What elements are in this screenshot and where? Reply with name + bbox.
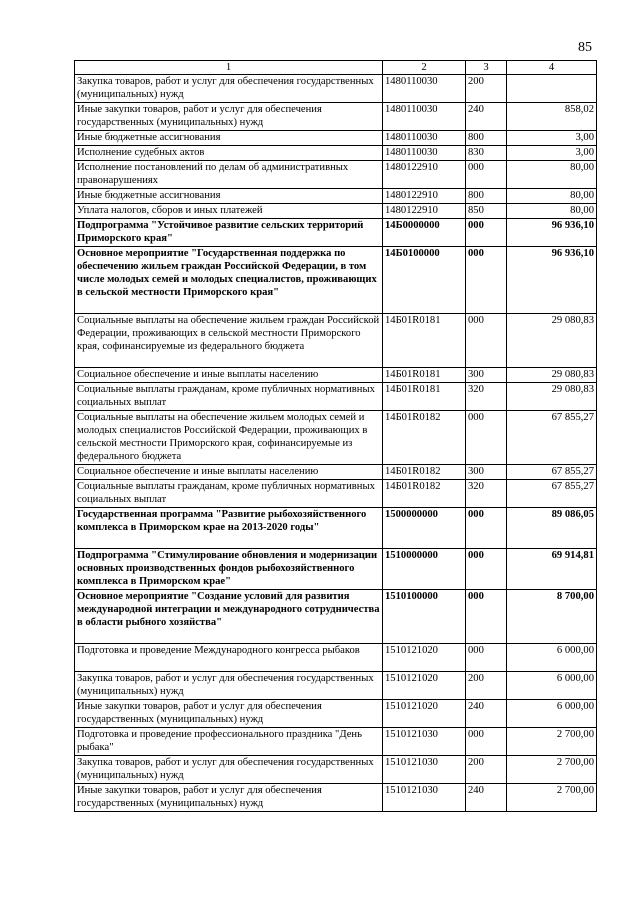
row-name: Исполнение судебных актов [75,146,383,161]
table-row [75,508,597,549]
row-name: Социальное обеспечение и иные выплаты населению [75,368,383,383]
table-row [75,480,597,508]
table-row [75,103,597,131]
table-row [75,189,597,204]
row-code: 14Б01R0181 [383,368,466,383]
row-kind: 000 [466,411,507,465]
row-code: 1510121030 [383,728,466,756]
row-name: Иные закупки товаров, работ и услуг для обеспечения государственных (муниципальных) нужд [75,103,383,131]
row-name: Подготовка и проведение Международного конгресса рыбаков [75,644,383,672]
row-kind: 200 [466,75,507,103]
row-code: 14Б0000000 [383,219,466,247]
row-kind: 320 [466,480,507,508]
row-amount [507,75,597,103]
row-amount: 8 700,00 [507,590,597,644]
row-code: 1480110030 [383,75,466,103]
row-code: 1510121020 [383,644,466,672]
row-code: 1480122910 [383,161,466,189]
row-name: Иные бюджетные ассигнования [75,189,383,204]
row-name: Закупка товаров, работ и услуг для обеспечения государственных (муниципальных) нужд [75,672,383,700]
row-code: 14Б01R0182 [383,411,466,465]
table-row [75,247,597,314]
row-name: Государственная программа "Развитие рыбохозяйственного комплекса в Приморском крае на 2013-2020 годы" [75,508,383,549]
row-amount: 6 000,00 [507,672,597,700]
row-kind: 800 [466,189,507,204]
row-name: Социальное обеспечение и иные выплаты населению [75,465,383,480]
column-header: 3 [466,61,507,75]
row-kind: 000 [466,644,507,672]
table-row [75,204,597,219]
table-row [75,590,597,644]
row-kind: 240 [466,784,507,812]
row-amount: 67 855,27 [507,480,597,508]
column-header: 1 [75,61,383,75]
row-amount: 67 855,27 [507,465,597,480]
row-kind: 320 [466,383,507,411]
row-amount: 2 700,00 [507,784,597,812]
budget-table [74,60,597,812]
row-amount: 6 000,00 [507,644,597,672]
row-amount: 80,00 [507,189,597,204]
row-kind: 000 [466,508,507,549]
row-kind: 300 [466,465,507,480]
row-amount: 6 000,00 [507,700,597,728]
column-header-row [75,61,597,75]
table-row [75,314,597,368]
row-kind: 000 [466,314,507,368]
row-code: 14Б01R0182 [383,465,466,480]
row-code: 1510121020 [383,672,466,700]
row-kind: 000 [466,219,507,247]
row-code: 1510121030 [383,784,466,812]
row-amount: 3,00 [507,146,597,161]
row-amount: 2 700,00 [507,728,597,756]
row-code: 1500000000 [383,508,466,549]
row-amount: 29 080,83 [507,368,597,383]
row-name: Социальные выплаты на обеспечение жильем граждан Российской Федерации, проживающих в сельской местности Приморского края, софинансируемые из федерального бюджета [75,314,383,368]
table-row [75,131,597,146]
row-kind: 000 [466,247,507,314]
table-row [75,146,597,161]
row-name: Основное мероприятие "Создание условий для развития международной интеграции и международного сотрудничества в области рыбного хозяйства" [75,590,383,644]
row-name: Закупка товаров, работ и услуг для обеспечения государственных (муниципальных) нужд [75,756,383,784]
table-row [75,383,597,411]
table-row [75,549,597,590]
row-name: Исполнение постановлений по делам об административных правонарушениях [75,161,383,189]
row-code: 1480110030 [383,146,466,161]
row-code: 1510121030 [383,756,466,784]
row-amount: 80,00 [507,161,597,189]
page-number: 85 [578,40,592,55]
table-row [75,368,597,383]
row-code: 1480110030 [383,103,466,131]
row-name: Основное мероприятие "Государственная поддержка по обеспечению жильем граждан Российской Федерации, в том числе молодых семей и молодых специалистов, проживающих в сельской местности Приморского края" [75,247,383,314]
table-row [75,644,597,672]
row-kind: 240 [466,103,507,131]
row-amount: 29 080,83 [507,383,597,411]
table-row [75,672,597,700]
row-kind: 200 [466,756,507,784]
row-name: Социальные выплаты гражданам, кроме публичных нормативных социальных выплат [75,480,383,508]
row-amount: 29 080,83 [507,314,597,368]
row-name: Подпрограмма "Стимулирование обновления и модернизации основных производственных фондов рыбохозяйственного комплекса в Приморском крае" [75,549,383,590]
row-kind: 200 [466,672,507,700]
row-code: 14Б01R0181 [383,314,466,368]
table-row [75,784,597,812]
row-name: Закупка товаров, работ и услуг для обеспечения государственных (муниципальных) нужд [75,75,383,103]
table-row [75,465,597,480]
table-row [75,411,597,465]
row-kind: 000 [466,590,507,644]
table-row [75,700,597,728]
row-kind: 800 [466,131,507,146]
row-code: 14Б01R0182 [383,480,466,508]
row-code: 14Б0100000 [383,247,466,314]
row-kind: 830 [466,146,507,161]
row-name: Иные бюджетные ассигнования [75,131,383,146]
row-kind: 000 [466,549,507,590]
row-code: 1480122910 [383,189,466,204]
row-kind: 000 [466,728,507,756]
row-code: 1510121020 [383,700,466,728]
row-name: Иные закупки товаров, работ и услуг для обеспечения государственных (муниципальных) нужд [75,784,383,812]
row-kind: 240 [466,700,507,728]
column-header: 2 [383,61,466,75]
row-name: Иные закупки товаров, работ и услуг для обеспечения государственных (муниципальных) нужд [75,700,383,728]
row-code: 1510100000 [383,590,466,644]
row-name: Уплата налогов, сборов и иных платежей [75,204,383,219]
row-amount: 69 914,81 [507,549,597,590]
row-amount: 89 086,05 [507,508,597,549]
row-amount: 67 855,27 [507,411,597,465]
row-code: 1510000000 [383,549,466,590]
row-amount: 80,00 [507,204,597,219]
table-row [75,728,597,756]
row-amount: 96 936,10 [507,247,597,314]
row-kind: 300 [466,368,507,383]
row-name: Социальные выплаты на обеспечение жильем молодых семей и молодых специалистов Российской Федерации, проживающих в сельской местности Приморского края, софинансируемые из федерального бюджета [75,411,383,465]
row-kind: 850 [466,204,507,219]
row-name: Социальные выплаты гражданам, кроме публичных нормативных социальных выплат [75,383,383,411]
table-row [75,75,597,103]
table-row [75,756,597,784]
row-code: 1480122910 [383,204,466,219]
row-kind: 000 [466,161,507,189]
row-name: Подготовка и проведение профессионального праздника "День рыбака" [75,728,383,756]
row-code: 1480110030 [383,131,466,146]
row-amount: 2 700,00 [507,756,597,784]
table-row [75,219,597,247]
row-code: 14Б01R0181 [383,383,466,411]
row-name: Подпрограмма "Устойчивое развитие сельских территорий Приморского края" [75,219,383,247]
column-header: 4 [507,61,597,75]
row-amount: 858,02 [507,103,597,131]
row-amount: 3,00 [507,131,597,146]
row-amount: 96 936,10 [507,219,597,247]
table-row [75,161,597,189]
